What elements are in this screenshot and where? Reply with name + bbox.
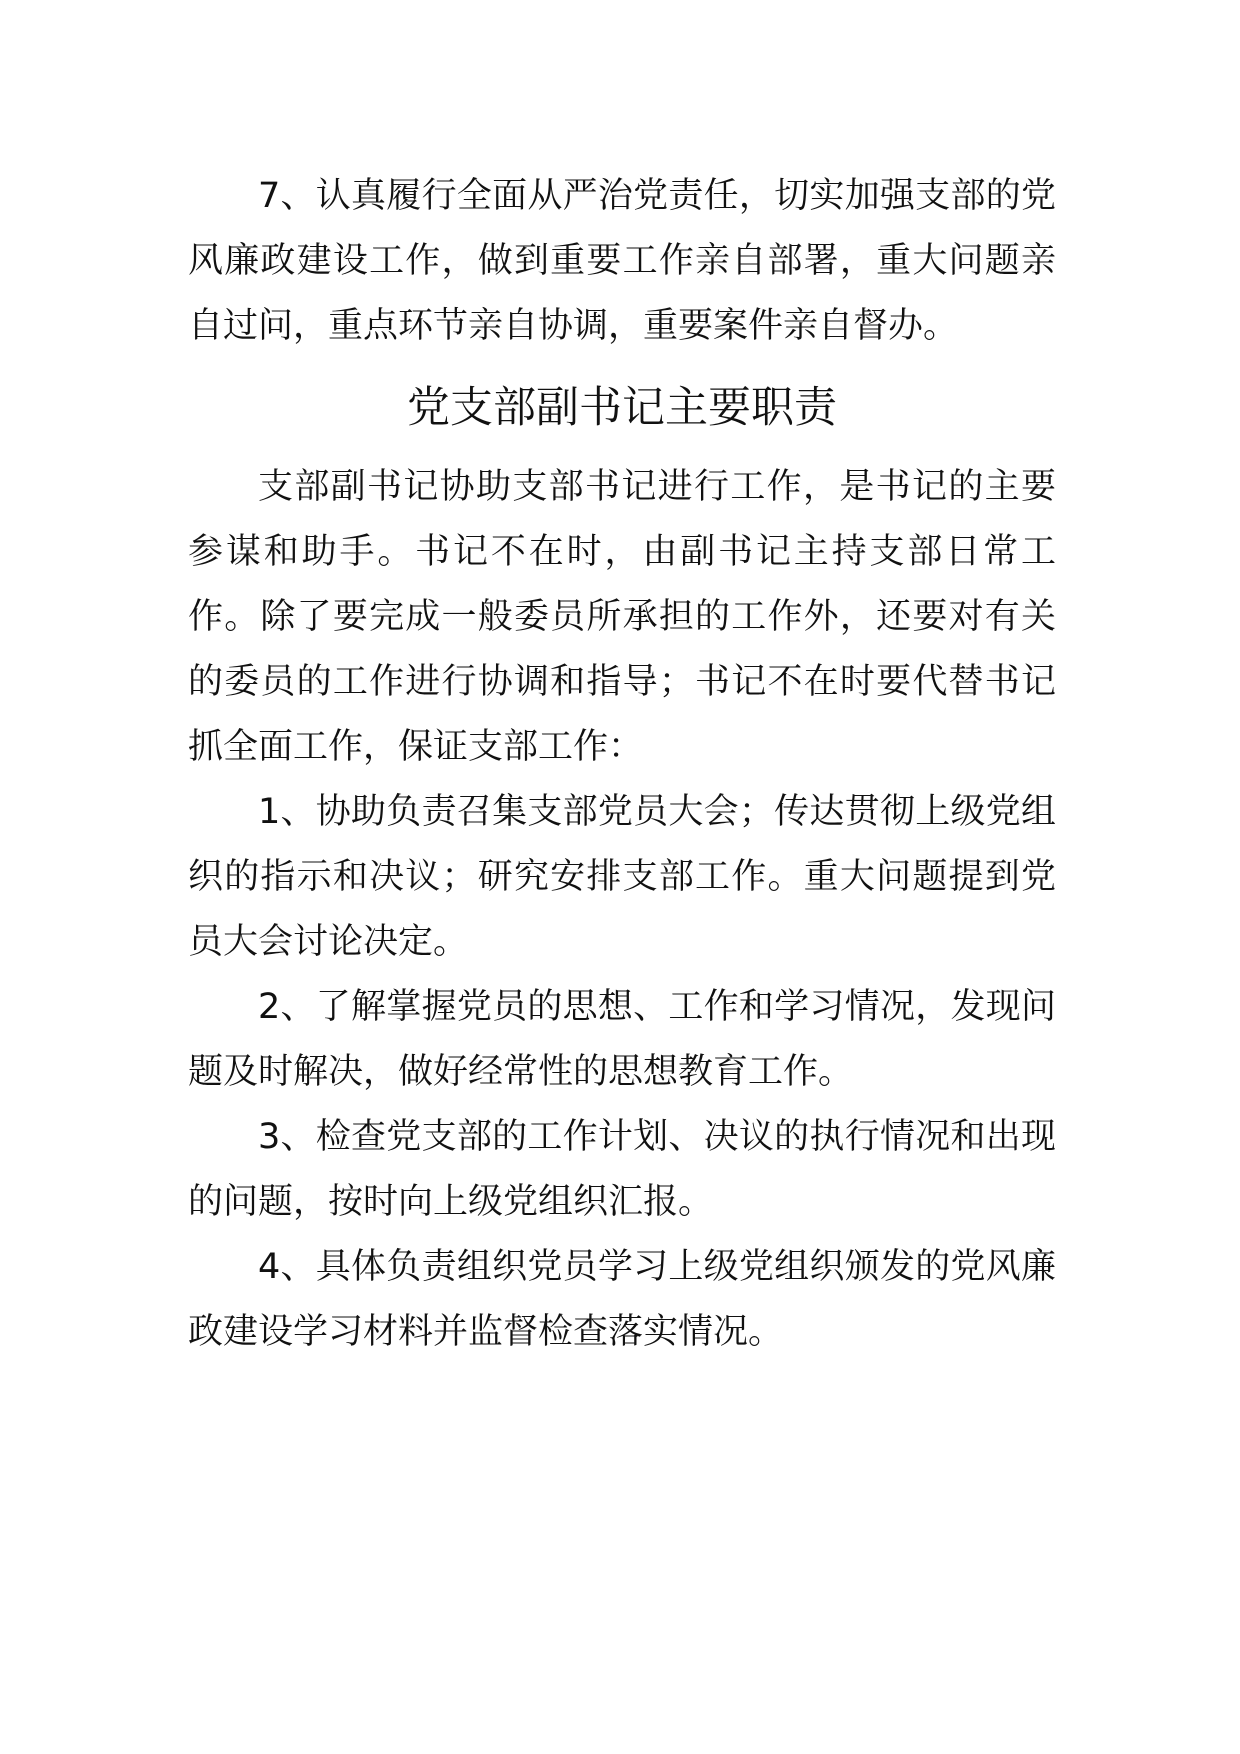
section-title: 党支部副书记主要职责 xyxy=(407,383,837,433)
duty-item-1: 1、协助负责召集支部党员大会；传达贯彻上级党组织的指示和决议；研究安排支部工作。重大问题提到党员大会讨论决定。 xyxy=(188,792,1056,962)
intro-paragraph: 支部副书记协助支部书记进行工作，是书记的主要参谋和助手。书记不在时，由副书记主持支部日常工作。除了要完成一般委员所承担的工作外，还要对有关的委员的工作进行协调和指导；书记不在时要代替书记抓全面工作，保证支部工作： xyxy=(188,467,1056,767)
document-body xyxy=(188,164,1056,1365)
duty-item-3: 3、检查党支部的工作计划、决议的执行情况和出现的问题，按时向上级党组织汇报。 xyxy=(188,1117,1056,1222)
duty-item-2: 2、了解掌握党员的思想、工作和学习情况，发现问题及时解决，做好经常性的思想教育工作。 xyxy=(188,987,1056,1092)
duty-item-4: 4、具体负责组织党员学习上级党组织颁发的党风廉政建设学习材料并监督检查落实情况。 xyxy=(188,1247,1056,1352)
paragraph-item-7: 7、认真履行全面从严治党责任，切实加强支部的党风廉政建设工作，做到重要工作亲自部署，重大问题亲自过问，重点环节亲自协调，重要案件亲自督办。 xyxy=(188,176,1056,346)
